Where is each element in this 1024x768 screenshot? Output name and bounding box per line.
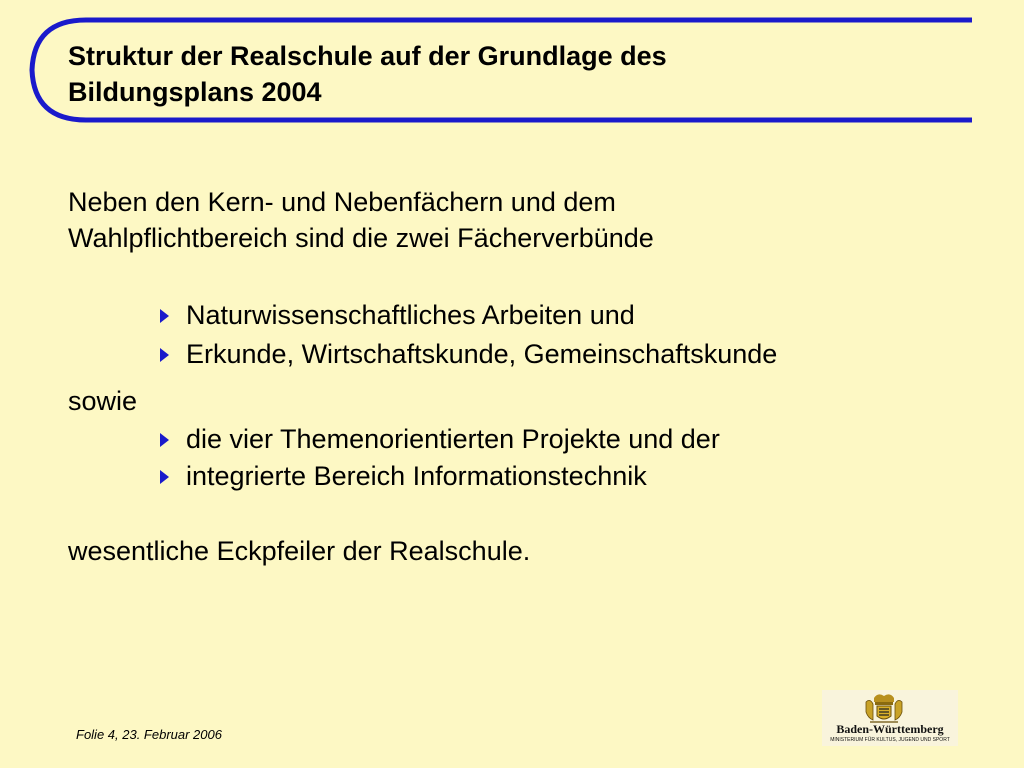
bullet-text: integrierte Bereich Informationstechnik: [186, 461, 647, 491]
intro-line-1: Neben den Kern- und Nebenfächern und dem: [68, 187, 616, 217]
logo-name: Baden-Württemberg: [836, 722, 944, 736]
slide-title: [68, 38, 948, 110]
blue-triangle-bullet-icon: [160, 348, 169, 362]
intro-line-2: Wahlpflichtbereich sind die zwei Fächerverbünde: [68, 223, 654, 253]
blue-triangle-bullet-icon: [160, 433, 169, 447]
slide-title-line-2: Bildungsplans 2004: [68, 77, 322, 107]
ministry-logo: [822, 690, 958, 746]
blue-triangle-bullet-icon: [160, 309, 169, 323]
conclusion-line: wesentliche Eckpfeiler der Realschule.: [68, 536, 531, 566]
connector-text: [68, 383, 137, 419]
bullet-text: Naturwissenschaftliches Arbeiten und: [186, 300, 635, 330]
footer-slide-info: Folie 4, 23. Februar 2006: [76, 727, 222, 742]
conclusion-text: [68, 533, 530, 569]
slide-title-line-1: Struktur der Realschule auf der Grundlage des: [68, 41, 667, 71]
bullet-text: die vier Themenorientierten Projekte und der: [186, 424, 720, 454]
logo-ministry: MINISTERIUM FÜR KULTUS, JUGEND UND SPORT: [830, 737, 950, 743]
intro-paragraph: [68, 184, 654, 256]
connector-word: sowie: [68, 386, 138, 416]
bullet-item: [160, 297, 635, 333]
blue-triangle-bullet-icon: [160, 470, 169, 484]
bullet-item: [160, 336, 777, 372]
bullet-item: [160, 421, 720, 457]
bullet-text: Erkunde, Wirtschaftskunde, Gemeinschaftskunde: [186, 339, 778, 369]
bullet-item: [160, 458, 647, 494]
